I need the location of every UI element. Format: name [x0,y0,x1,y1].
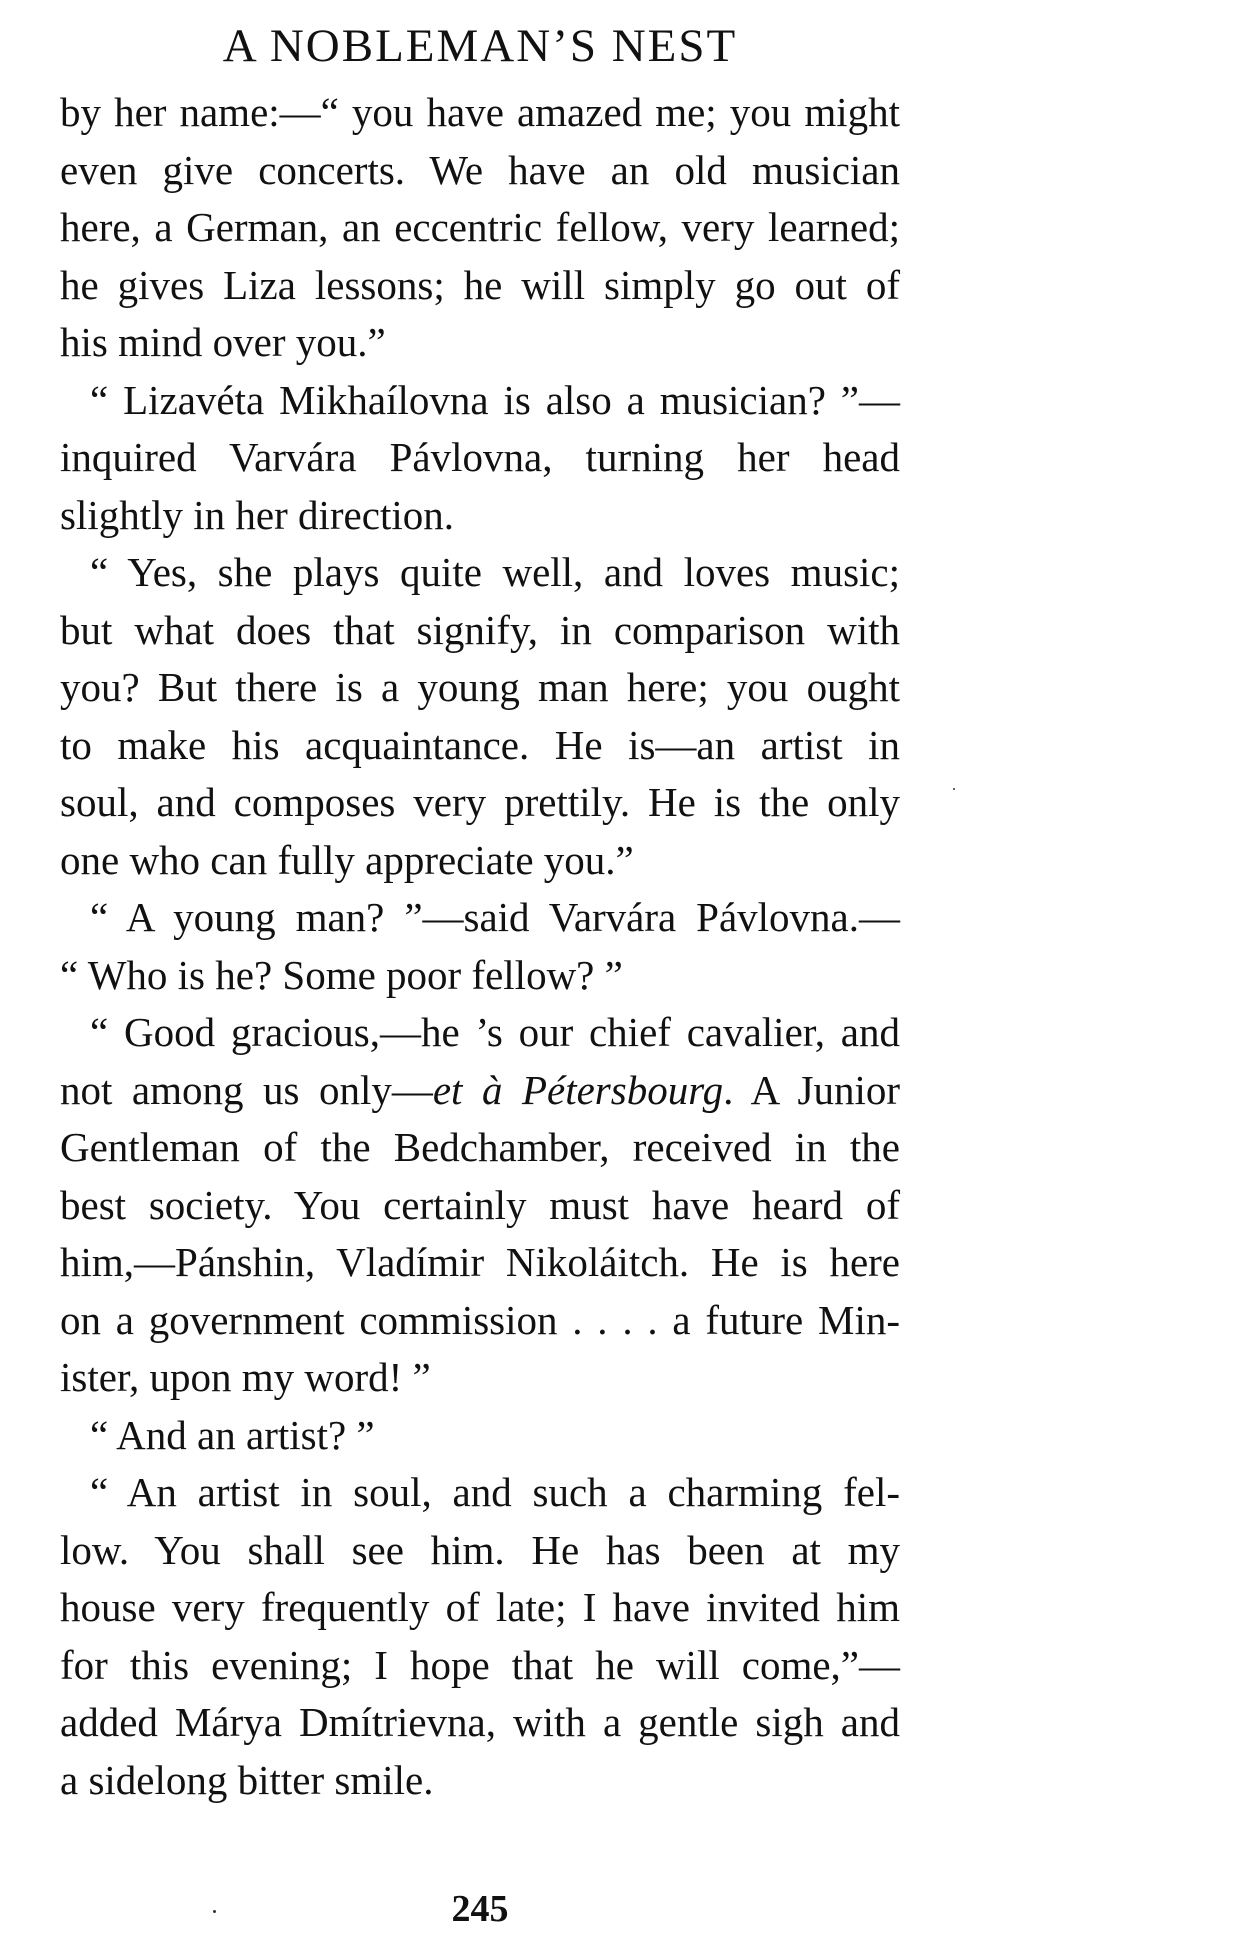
body-text [60,84,900,1809]
text-line: slightly in her direction. [60,491,454,538]
page-number: 245 [451,1888,509,1930]
text-line: “ And an artist? ” [90,1411,375,1458]
text-line: “ Lizavéta Mikhaílovna is also a musician? ”— [90,376,900,423]
text-run: . A Junior [723,1066,901,1113]
text-line: even give concerts. We have an old musician [60,146,900,193]
text-line: him,—Pánshin, Vladímir Nikoláitch. He is here [60,1239,900,1285]
text-line: his mind over you.” [60,319,386,365]
text-run: not among us only— [60,1066,433,1113]
text-line: “ Good gracious,—he ’s our chief cavalier, and [90,1009,900,1055]
text-line: a sidelong bitter smile. [60,1756,434,1803]
text-line: low. You shall see him. He has been at my [60,1526,900,1573]
text-line: “ An artist in soul, and such a charming fel- [90,1469,900,1515]
text-line [60,1062,900,1120]
print-speck [953,788,955,790]
text-line: one who can fully appreciate you.” [60,836,634,883]
text-line: best society. You certainly must have heard of [60,1181,900,1228]
text-line: soul, and composes very prettily. He is the only [60,779,900,825]
text-line: here, a German, an eccentric fellow, very learned; [60,204,900,250]
text-line: he gives Liza lessons; he will simply go out of [60,261,900,308]
text-line: for this evening; I hope that he will come,”— [60,1641,900,1688]
text-line: you? But there is a young man here; you ought [60,664,900,710]
text-line: Gentleman of the Bedchamber, received in the [60,1124,900,1170]
text-line: added Márya Dmítrievna, with a gentle sigh and [60,1699,900,1745]
text-line: “ Who is he? Some poor fellow? ” [60,951,623,998]
text-line: house very frequently of late; I have invited him [60,1584,900,1630]
italic-phrase: et à Pétersbourg [432,1066,724,1113]
text-line: inquired Varvára Pávlovna, turning her head [60,434,900,480]
text-line: “ Yes, she plays quite well, and loves music; [90,549,900,595]
text-line: by her name:—“ you have amazed me; you might [60,89,900,135]
text-line: to make his acquaintance. He is—an artist in [60,721,900,768]
text-line: on a government commission . . . . a future Min- [60,1296,900,1343]
text-line: “ A young man? ”—said Varvára Pávlovna.— [90,894,900,940]
text-line: ister, upon my word! ” [60,1354,431,1400]
text-line: but what does that signify, in comparison with [60,606,900,653]
running-head: A NOBLEMAN’S NEST [222,20,738,72]
